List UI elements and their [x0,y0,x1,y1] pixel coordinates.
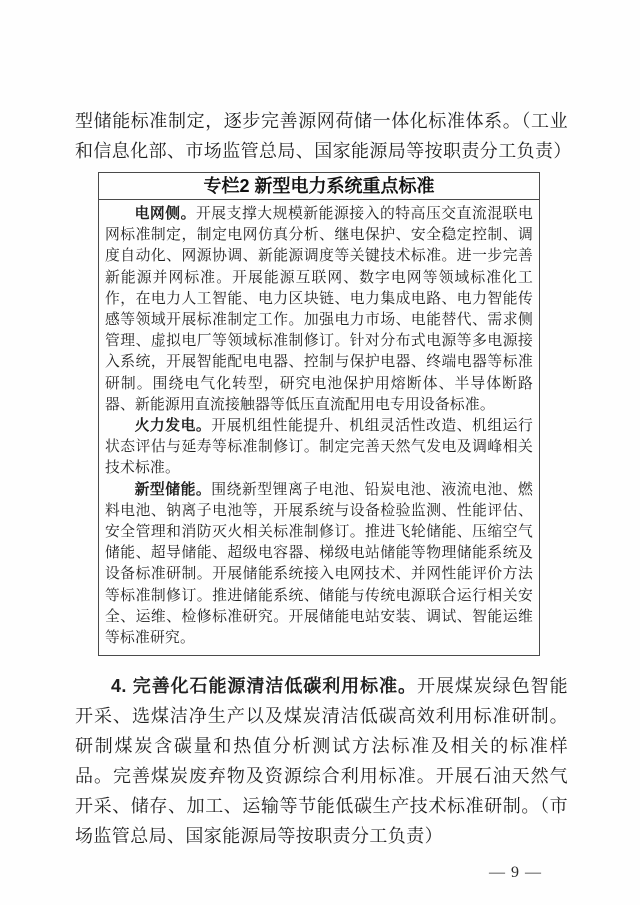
intro-paragraph: 型储能标准制定，逐步完善源网荷储一体化标准体系。（工业和信息化部、市场监管总局、国家能源局等按职责分工负责） [75,111,572,161]
box-paragraph-thermal-power-text: 开展机组性能提升、机组灵活性改造、机组运行状态评估与延寿等标准制修订。制定完善天然气发电及调峰相关技术标准。 [105,418,533,477]
box-paragraph-thermal-power [105,416,533,480]
page-number: — 9 — [489,864,542,882]
section-4-text: 开展煤炭绿色智能开采、选煤洁净生产以及煤炭清洁低碳高效利用标准研制。研制煤炭含碳量和热值分析测试方法标准及相关的标准样品。完善煤炭废弃物及资源综合利用标准。开展石油天然气开采、储存、加工、运输等节能低碳生产技术标准研制。（市场监管总局、国家能源局等按职责分工负责） [75,676,568,847]
box-paragraph-grid-side [105,204,533,416]
box-paragraph-grid-side-lead: 电网侧。 [134,206,196,222]
box-paragraph-new-energy-storage-text: 围绕新型锂离子电池、铅炭电池、液流电池、燃料电池、钠离子电池等，开展系统与设备检验监测、性能评估、安全管理和消防灭火相关标准制修订。推进飞轮储能、压缩空气储能、超导储能、超级电容器、梯级电站储能等物理储能系统及设备标准研制。开展储能系统接入电网技术、并网性能评价方法等标准制修订。推进储能系统、储能与传统电源联合运行相关安全、运维、检修标准研究。开展储能电站安装、调试、智能运维等标准研究。 [105,481,533,647]
highlight-box [98,172,540,656]
section-4-lead: 4. 完善化石能源清洁低碳利用标准。 [111,676,417,697]
box-title: 专栏2 新型电力系统重点标准 [99,173,539,200]
box-body [99,200,539,655]
page-content [75,106,572,882]
box-paragraph-thermal-power-lead: 火力发电。 [134,418,212,435]
section-4-paragraph [75,671,568,851]
box-paragraph-grid-side-text: 开展支撑大规模新能源接入的特高压交直流混联电网标准制定，制定电网仿真分析、继电保护、安全稳定控制、调度自动化、网源协调、新能源调度等关键技术标准。进一步完善新能源并网标准。开展能源互联网、数字电网等领域标准化工作，在电力人工智能、电力区块链、电力集成电路、电力智能传感等领域开展标准制定工作。加强电力市场、电能替代、需求侧管理、虚拟电厂等领域标准制修订。针对分布式电源等多电源接入系统，开展智能配电电器、控制与保护电器、终端电器等标准研制。围绕电气化转型，研究电池保护用熔断体、半导体断路器、新能源用直流接触器等低压直流配用电专用设备标准。 [105,206,533,413]
box-paragraph-new-energy-storage-lead: 新型储能。 [134,481,212,498]
box-paragraph-new-energy-storage [105,480,533,650]
